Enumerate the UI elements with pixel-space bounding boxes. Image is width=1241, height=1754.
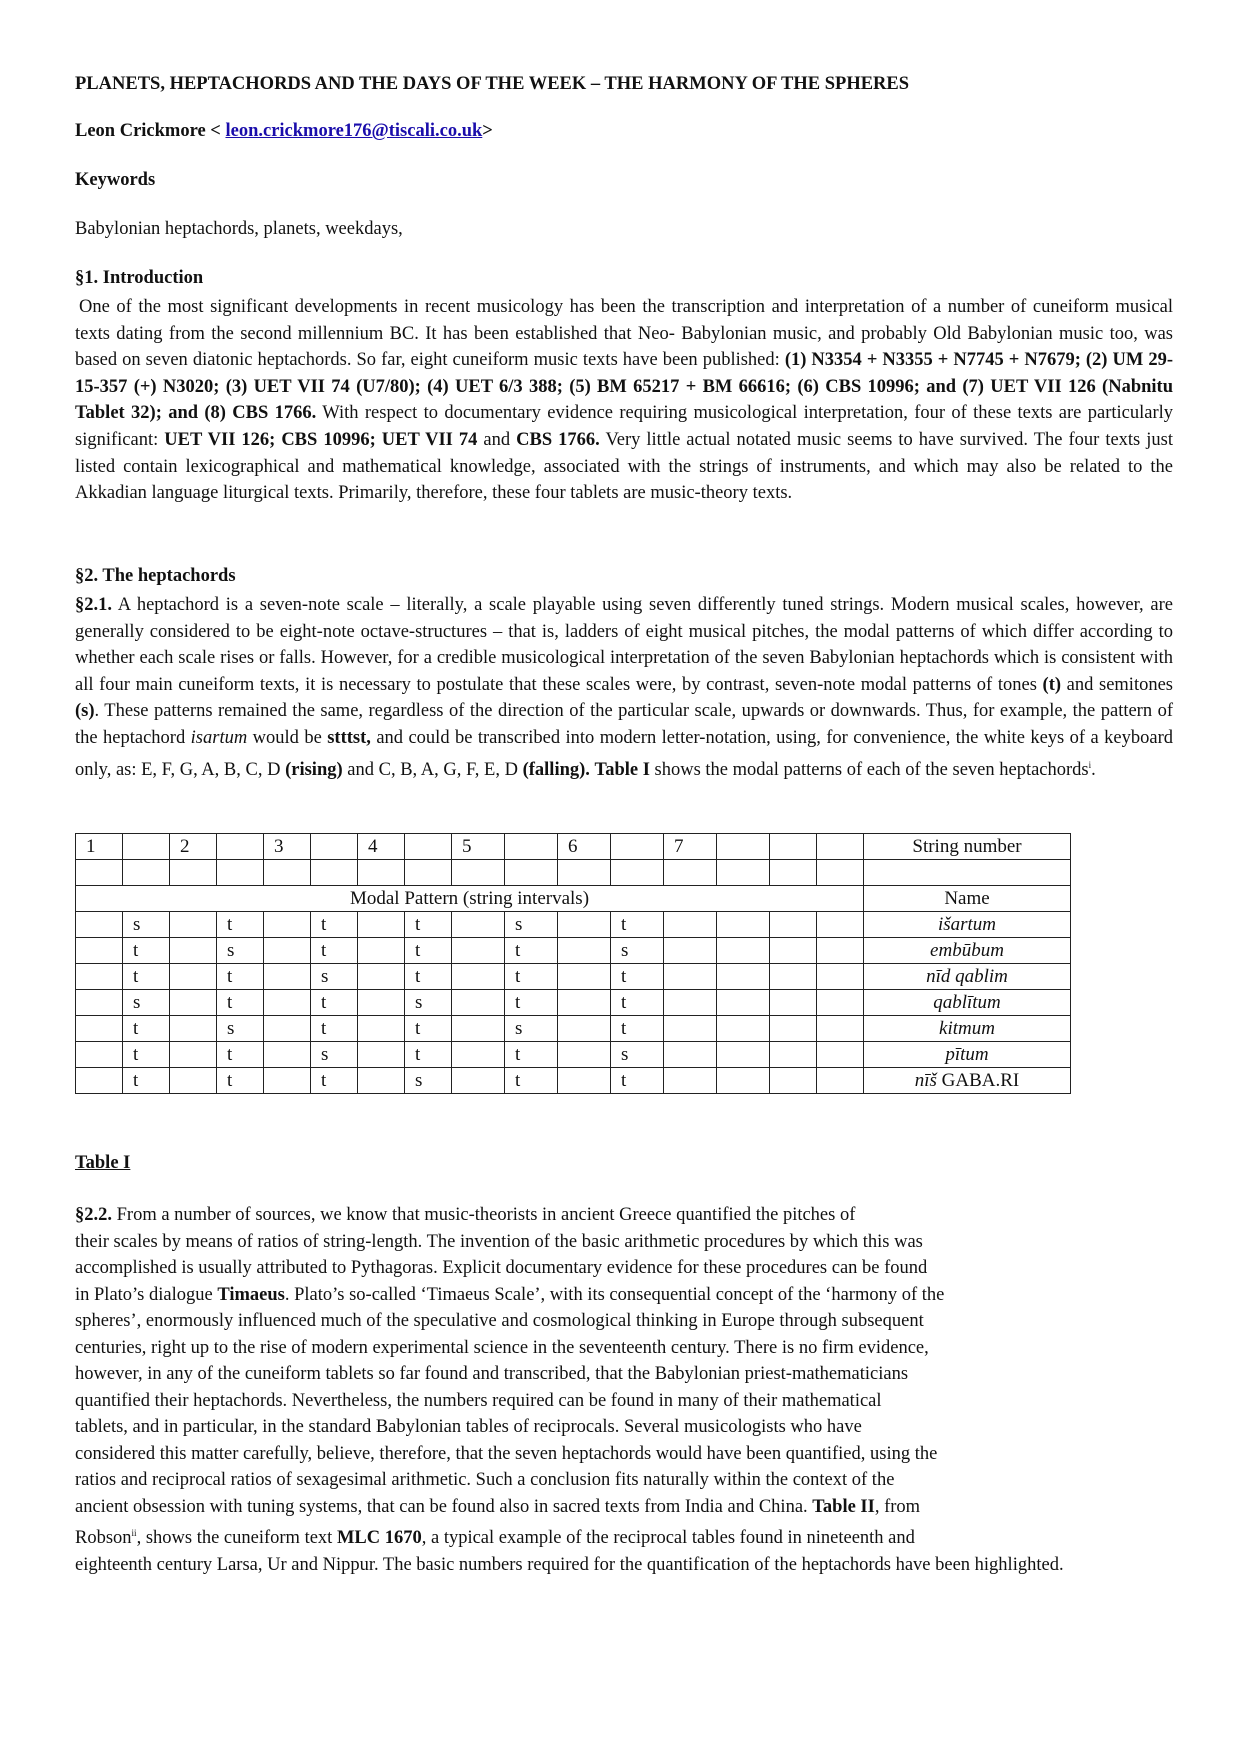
text-line: however, in any of the cuneiform tablets so far found and transcribed, that the Babylonian priest-mathematicians [75,1364,909,1384]
interval-cell: t [505,938,558,964]
table-caption: Table I [75,1153,131,1173]
section2-heading: §2. The heptachords [75,566,236,586]
table-row [76,1016,1071,1042]
text-line: ratios and reciprocal ratios of sexagesimal arithmetic. Such a conclusion fits naturally within the context of the [75,1470,895,1490]
string-number: 6 [558,834,611,860]
table-row [76,938,1071,964]
interval-cell: s [123,912,170,938]
string-number-header: String number [864,834,1071,860]
interval-cell: t [505,1042,558,1068]
interval-cell: t [123,964,170,990]
string-number-row [76,834,1071,860]
section1-paragraph: One of the most significant developments in recent musicology has been the transcription and interpretation of a number of cuneiform musical texts dating from the second millennium BC. It has been established that Neo- Babylonian music, and probably Old Babylonian music too, was based on seven diatonic heptachords. So far, eight cuneiform music texts have been published: (1) N3354 + N3355 + N7745 + N7679; (2) UM 29-15-357 (+) N3020; (3) UET VII 74 (U7/80); (4) UET 6/3 388; (5) BM 65217 + BM 66616; (6) CBS 10996; and (7) UET VII 126 (Nabnitu Tablet 32); and (8) CBS 1766. With respect to documentary evidence requiring musicological interpretation, four of these texts are particularly significant: UET VII 126; CBS 10996; UET VII 74 and CBS 1766. Very little actual notated music seems to have survived. The four texts just listed contain lexicographical and mathematical knowledge, associated with the strings of instruments, and which may also be related to the Akkadian language liturgical texts. Primarily, therefore, these four tablets are music-theory texts. [75,297,1174,504]
interval-cell: t [505,1068,558,1094]
heptachord-name: pītum [864,1042,1071,1068]
interval-cell: t [611,990,664,1016]
interval-cell: t [505,990,558,1016]
interval-cell: t [611,1068,664,1094]
text-line: considered this matter carefully, believe, therefore, that the seven heptachords would have been quantified, using the [75,1443,938,1464]
table-row [76,990,1071,1016]
interval-cell: t [611,1016,664,1042]
interval-cell: s [311,1042,358,1068]
interval-cell: s [123,990,170,1016]
author-suffix: > [482,121,493,141]
heptachord-name: kitmum [864,1016,1071,1042]
interval-cell: t [311,990,358,1016]
heptachord-name: nīd qablim [864,964,1071,990]
string-number: 1 [76,834,123,860]
interval-cell: t [405,964,452,990]
string-number: 2 [170,834,217,860]
interval-cell: s [405,990,452,1016]
text-line: Robson$^{ii}$, shows the cuneiform text MLC 1670, a typical example of the reciprocal tables found in nineteenth and [75,1528,915,1548]
author-name: Leon Crickmore < [75,121,226,141]
string-number: 5 [452,834,505,860]
interval-cell: s [505,1016,558,1042]
text-line: spheres’, enormously influenced much of the speculative and cosmological thinking in Europe through subsequent [75,1311,924,1331]
heptachord-name: nīš GABA.RI [864,1068,1071,1094]
interval-cell: t [611,964,664,990]
heptachord-name: embūbum [864,938,1071,964]
interval-cell: t [217,912,264,938]
paper-title: PLANETS, HEPTACHORDS AND THE DAYS OF THE WEEK – THE HARMONY OF THE SPHERES [75,74,910,94]
interval-cell: t [405,938,452,964]
heptachord-table [75,833,1071,1094]
interval-cell: t [505,964,558,990]
keywords-heading: Keywords [75,170,156,190]
interval-cell: t [123,1042,170,1068]
interval-cell: t [405,912,452,938]
string-number: 4 [358,834,405,860]
keywords-text: Babylonian heptachords, planets, weekdays, [75,219,403,239]
text-line: centuries, right up to the rise of modern experimental science in the seventeenth century. There is no firm evidence, [75,1337,929,1358]
table-row [76,964,1071,990]
table-row [76,1068,1071,1094]
interval-cell: s [311,964,358,990]
interval-cell: t [311,1068,358,1094]
interval-cell: t [311,912,358,938]
text-line: ancient obsession with tuning systems, that can be found also in sacred texts from India and China. Table II, from [75,1496,921,1517]
table-row [76,1042,1071,1068]
interval-cell: s [505,912,558,938]
string-number: 7 [664,834,717,860]
interval-cell: t [405,1016,452,1042]
interval-cell: t [123,1068,170,1094]
interval-cell: t [123,938,170,964]
interval-cell: t [311,938,358,964]
section2-2-paragraph [75,1202,1175,1578]
interval-cell: t [611,912,664,938]
interval-cell: t [217,1068,264,1094]
text-line: tablets, and in particular, in the standard Babylonian tables of reciprocals. Several musicologists who have [75,1417,862,1437]
interval-cell: t [311,1016,358,1042]
header-row [76,886,1071,912]
text-line: eighteenth century Larsa, Ur and Nippur. The basic numbers required for the quantification of the heptachords have been highlighted. [75,1554,1064,1575]
table-row [76,912,1071,938]
heptachord-name: qablītum [864,990,1071,1016]
author-email-link[interactable]: leon.crickmore176@tiscali.co.uk [225,121,483,141]
name-header: Name [864,886,1071,912]
author-line [75,121,493,142]
section2-1-paragraph: §2.1. A heptachord is a seven-note scale – literally, a scale playable using seven differently tuned strings. Modern musical scales, however, are generally considered to be eight-note octave-structures – that is, ladders of eight musical pitches, the modal patterns of which differ according to whether each scale rises or falls. However, for a credible musicological interpretation of the seven Babylonian heptachords which is consistent with all four main cuneiform texts, it is necessary to postulate that these scales were, by contrast, seven-note modal patterns of tones (t) and semitones (s). These patterns remained the same, regardless of the direction of the particular scale, upwards or downwards. Thus, for example, the pattern of the heptachord isartum would be stttst, and could be transcribed into modern letter-notation, using, for convenience, the white keys of a keyboard only, as: E, F, G, A, B, C, D (rising) and C, B, A, G, F, E, D (falling). Table I shows the modal patterns of each of the seven heptachords$^i$. [75,595,1173,780]
interval-cell: s [611,1042,664,1068]
text-line: §2.2. From a number of sources, we know that music-theorists in ancient Greece quantified the pitches of [75,1205,856,1225]
interval-cell: s [217,1016,264,1042]
interval-cell: s [611,938,664,964]
text-line: in Plato’s dialogue Timaeus. Plato’s so-called ‘Timaeus Scale’, with its consequential concept of the ‘harmony of the [75,1284,945,1305]
interval-cell: t [217,964,264,990]
interval-cell: t [405,1042,452,1068]
interval-cell: t [123,1016,170,1042]
interval-cell: s [405,1068,452,1094]
modal-pattern-header: Modal Pattern (string intervals) [76,886,864,912]
text-line: quantified their heptachords. Nevertheless, the numbers required can be found in many of their mathematical [75,1390,882,1411]
interval-cell: t [217,990,264,1016]
empty-row [76,860,1071,886]
heptachord-name: išartum [864,912,1071,938]
text-line: their scales by means of ratios of string-length. The invention of the basic arithmetic procedures by which this was [75,1231,923,1252]
text-line: accomplished is usually attributed to Pythagoras. Explicit documentary evidence for these procedures can be found [75,1258,928,1278]
section1-heading: §1. Introduction [75,268,204,288]
string-number: 3 [264,834,311,860]
interval-cell: t [217,1042,264,1068]
interval-cell: s [217,938,264,964]
